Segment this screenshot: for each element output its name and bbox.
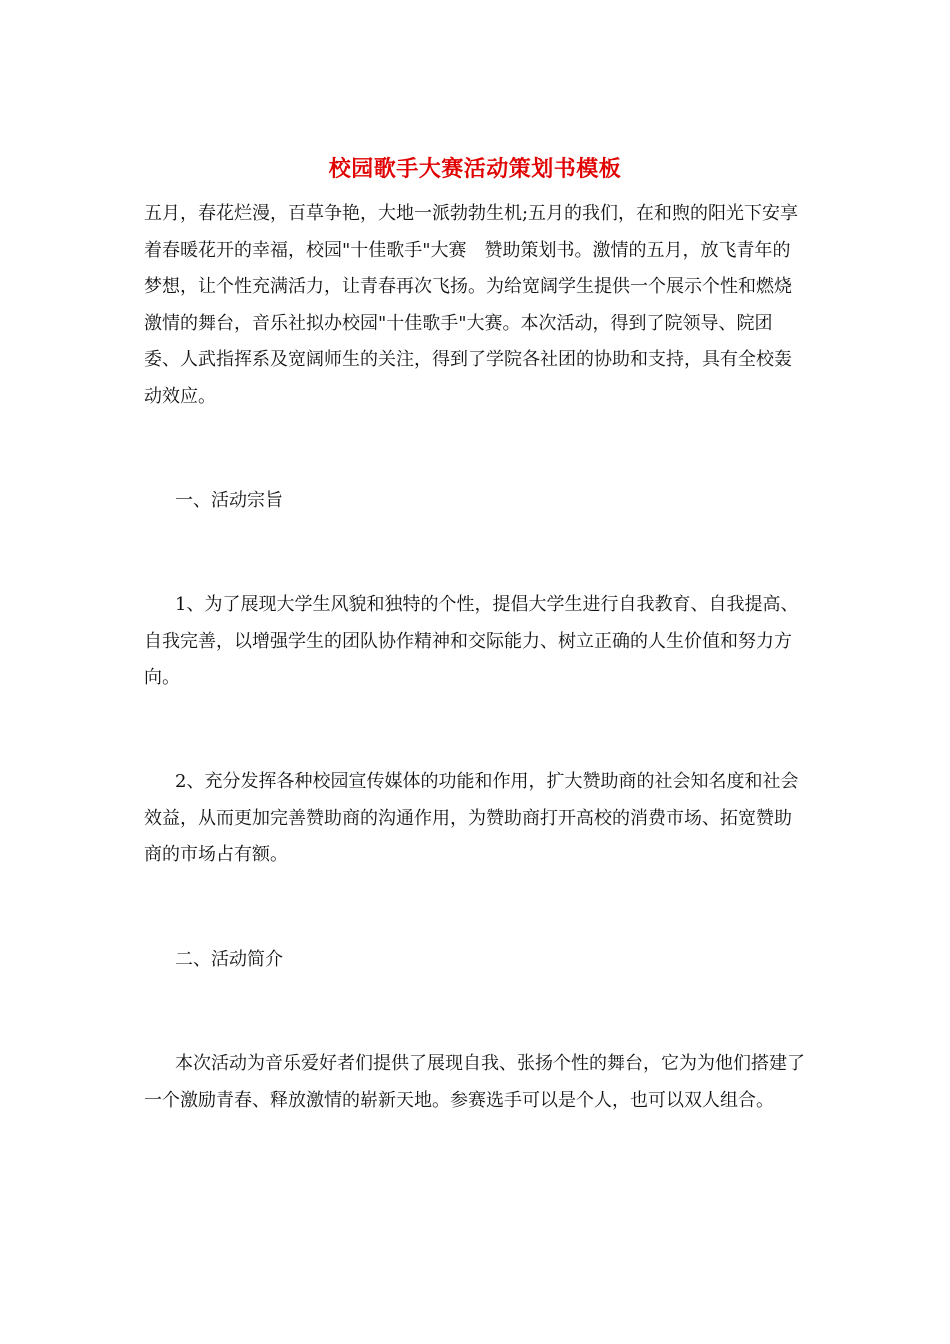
purpose-item-2: 2、充分发挥各种校园宣传媒体的功能和作用，扩大赞助商的社会知名度和社会效益，从而更加完善赞助商的沟通作用，为赞助商打开高校的消费市场、拓宽赞助商的市场占有额。 bbox=[144, 771, 799, 865]
activity-intro-paragraph: 本次活动为音乐爱好者们提供了展现自我、张扬个性的舞台，它为为他们搭建了一个激励青春、释放激情的崭新天地。参赛选手可以是个人，也可以双人组合。 bbox=[144, 1053, 805, 1111]
document-title: 校园歌手大赛活动策划书模板 bbox=[328, 156, 622, 182]
purpose-item-1: 1、为了展现大学生风貌和独特的个性，提倡大学生进行自我教育、自我提高、自我完善，以增强学生的团队协作精神和交际能力、树立正确的人生价值和努力方向。 bbox=[144, 594, 799, 688]
section-heading-purpose: 一、活动宗旨 bbox=[175, 490, 283, 511]
intro-paragraph: 五月，春花烂漫，百草争艳，大地一派勃勃生机;五月的我们，在和煦的阳光下安享着春暖花开的幸福，校园"十佳歌手"大赛 赞助策划书。激情的五月，放飞青年的梦想，让个性充满活力，让青春再次飞扬。为给宽阔学生提供一个展示个性和燃烧激情的舞台，音乐社拟办校园"十佳歌手"大赛。本次活动，得到了院领导、院团委、人武指挥系及宽阔师生的关注，得到了学院各社团的协助和支持，具有全校轰动效应。 bbox=[144, 203, 799, 407]
section-heading-intro: 二、活动简介 bbox=[175, 949, 283, 970]
